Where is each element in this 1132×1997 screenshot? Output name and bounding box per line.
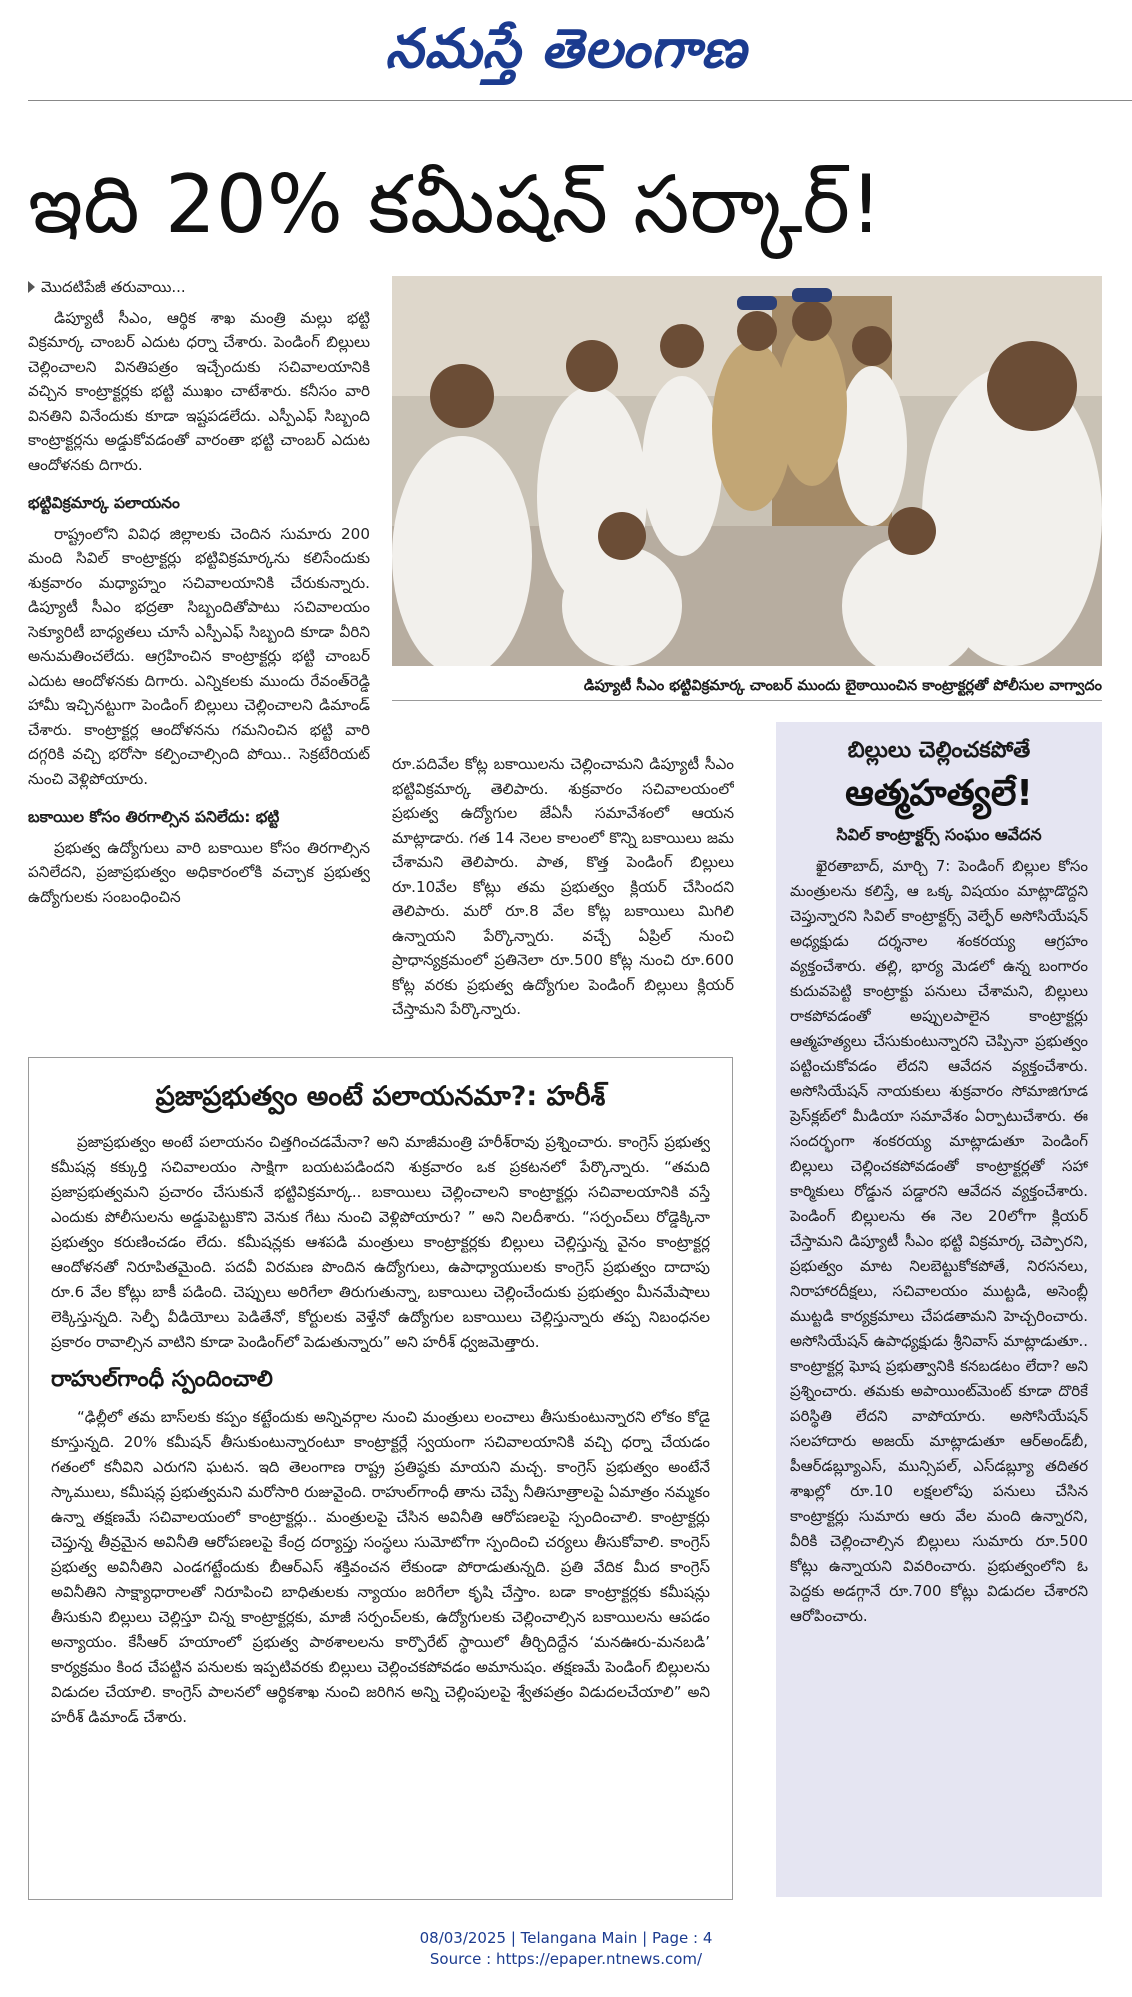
continuation-text: మొదటిపేజీ తరువాయి...: [41, 278, 186, 296]
harish-story-box: [28, 1057, 733, 1900]
middle-column: [392, 752, 734, 1052]
photo-caption: డిప్యూటీ సీఎం భట్టివిక్రమార్క చాంబర్ ముందు బైఠాయించిన కాంట్రాక్టర్లతో పోలీసుల వాగ్వాదం: [392, 671, 1102, 701]
newspaper-logo: నమస్తే తెలంగాణ: [385, 16, 747, 80]
main-headline: ఇది 20% కమీషన్ సర్కార్!: [28, 158, 883, 251]
sidebar-kicker: బిల్లులు చెల్లించకపోతే: [847, 738, 1031, 763]
footer-source-line[interactable]: Source : https://epaper.ntnews.com/: [429, 1950, 703, 1968]
continuation-label: [28, 275, 370, 300]
article-subhead: బకాయిల కోసం తిరగాల్సిన పనిలేదు: భట్టి: [28, 808, 280, 826]
box-paragraph: ప్రజాప్రభుత్వం అంటే పలాయనం చిత్తగించడమేనా? అని మాజీమంత్రి హరీశ్‌రావు ప్రశ్నించారు. కాంగ్రెస్ ప్రభుత్వ కమీషన్ల కక్కుర్తి సచివాలయం సాక్షిగా బయటపడిందని శుక్రవారం ఒక ప్రకటనలో పేర్కొన్నారు. “తమది ప్రజాప్రభుత్వమని ప్రచారం చేసుకునే భట్టివిక్రమార్క.. బకాయిలు చెల్లించాలని కాంట్రాక్టర్లు సచివాలయానికి వస్తే ఎందుకు పోలీసులను అడ్డుపెట్టుకొని వెనుక గేటు నుంచి వెళ్లిపోయారు? ” అని నిలదీశారు. “సర్పంచ్‌లు రోడ్డెక్కినా ప్రభుత్వం కరుణించడం లేదు. కమీషన్లకు ఆశపడి మంత్రులు కాంట్రాక్టర్లకు బిల్లులు చెల్లిస్తున్న వైనం కాంట్రాక్టర్ల ఆందోళనతో నిరూపితమైంది. పదవీ విరమణ పొందిన ఉద్యోగులు, ఉపాధ్యాయులకు కాంగ్రెస్ ప్రభుత్వం దాదాపు రూ.6 వేల కోట్లు బాకీ పడింది. చెప్పులు అరిగేలా తిరుగుతున్నా, బకాయిలు చెల్లించేందుకు ప్రభుత్వం మీనమేషాలు లెక్కిస్తున్నది. సెల్ఫీ వీడియోలు పెడితేనో, కోర్టులకు వెళ్తేనో ఉద్యోగుల బకాయిలు చెల్లిస్తున్నారు తప్ప నిబంధనల ప్రకారం రావాల్సిన వాటిని కూడా పెండింగ్‌లో పెడుతున్నారు” అని హరీశ్ ధ్వజమెత్తారు.: [51, 1133, 710, 1351]
arrow-right-icon: [28, 281, 35, 293]
sidebar-story: [776, 722, 1102, 1897]
box-subhead: రాహుల్‌గాంధీ స్పందించాలి: [51, 1367, 273, 1392]
left-column: [28, 275, 370, 1055]
box-headline: ప్రజాప్రభుత్వం అంటే పలాయనమా?: హరీశ్: [155, 1081, 606, 1112]
article-subhead: భట్టివిక్రమార్క పలాయనం: [28, 494, 180, 512]
sidebar-headline: ఆత్మహత్యలే!: [845, 773, 1033, 814]
article-paragraph: రాష్ట్రంలోని వివిధ జిల్లాలకు చెందిన సుమారు 200 మంది సివిల్ కాంట్రాక్టర్లు భట్టివిక్రమార్కను కలిసేందుకు శుక్రవారం మధ్యాహ్నం సచివాలయానికి చేరుకున్నారు. డిప్యూటీ సీఎం భద్రతా సిబ్బందితోపాటు సచివాలయం సెక్యూరిటీ బాధ్యతలు చూసే ఎస్పీఎఫ్ సిబ్బంది కూడా వీరిని అనుమతించలేదు. ఆగ్రహించిన కాంట్రాక్టర్లు భట్టి చాంబర్ ఎదుట ఆందోళనకు దిగారు. ఎన్నికలకు ముందు రేవంత్‌రెడ్డి హామీ ఇచ్చినట్టుగా పెండింగ్ బిల్లులు చెల్లించాలని డిమాండ్ చేశారు. కాంట్రాక్టర్ల ఆందోళనను గమనించిన భట్టి వారి దగ్గరికి వచ్చి భరోసా కల్పించాల్సింది పోయి.. సెక్రటేరియట్ నుంచి వెళ్లిపోయారు.: [28, 524, 370, 788]
sidebar-body: ఖైరతాబాద్, మార్చి 7: పెండింగ్ బిల్లుల కోసం మంత్రులను కలిస్తే, ఆ ఒక్క విషయం మాట్లాడొద్దని చెప్తున్నారని సివిల్ కాంట్రాక్టర్స్ వెల్ఫేర్ అసోసియేషన్ అధ్యక్షుడు దర్శనాల శంకరయ్య ఆగ్రహం వ్యక్తంచేశారు. తల్లి, భార్య మెడలో ఉన్న బంగారం కుదువపెట్టి కాంట్రాక్టు పనులు చేశామని, బిల్లులు రాకపోవడంతో అప్పులపాలైన కాంట్రాక్టర్లు ఆత్మహత్యలు చేసుకుంటున్నారని చెప్పినా ప్రభుత్వం పట్టించుకోవడం లేదని ఆవేదన వ్యక్తంచేశారు. అసోసియేషన్ నాయకులు శుక్రవారం సోమాజిగూడ ప్రెస్‌క్లబ్‌లో మీడియా సమావేశం ఏర్పాటుచేశారు. ఈ సందర్భంగా శంకరయ్య మాట్లాడుతూ పెండింగ్ బిల్లులు చెల్లించకపోవడంతో కాంట్రాక్టర్లతో సహా కార్మికులు రోడ్డున పడ్డారని ఆవేదన వ్యక్తంచేశారు. పెండింగ్ బిల్లులను ఈ నెల 20లోగా క్లియర్ చేస్తామని డిప్యూటీ సీఎం భట్టి విక్రమార్క చెప్పారని, ప్రభుత్వం మాట నిలబెట్టుకోకపోతే, నిరసనలు, నిరాహారదీక్షలు, సచివాలయం ముట్టడి, అసెంబ్లీ ముట్టడి కార్యక్రమాలు చేపడతామని హెచ్చరించారు. అసోసియేషన్ ఉపాధ్యక్షుడు శ్రీనివాస్ మాట్లాడుతూ.. కాంట్రాక్టర్ల ఘోష ప్రభుత్వానికి కనబడటం లేదా? అని ప్రశ్నించారు. తమకు అపాయింట్‌మెంట్ కూడా దొరికే పరిస్థితి లేదని వాపోయారు. అసోసియేషన్ సలహాదారు అజయ్ మాట్లాడుతూ ఆర్‌అండ్‌బీ, పీఆర్‌డబ్ల్యూఎస్, మున్సిపల్, ఎస్‌డబ్ల్యూ తదితర శాఖల్లో రూ.10 లక్షలలోపు పనులు చేసిన కాంట్రాక్టర్లు సుమారు ఆరు వేల మంది ఉన్నారని, వీరికి చెల్లించాల్సిన బిల్లులు సుమారు రూ.500 కోట్లు ఉన్నాయని వివరించారు. ప్రభుత్వంలోని ఓ పెద్దకు అడగ్గానే రూ.700 కోట్లు విడుదల చేశారని ఆరోపించారు.: [790, 857, 1088, 1625]
footer-date-line: 08/03/2025 | Telangana Main | Page : 4: [419, 1929, 713, 1947]
box-paragraph: “ఢిల్లీలో తమ బాస్‌లకు కప్పం కట్టేందుకు అన్నివర్గాల నుంచి మంత్రులు లంచాలు తీసుకుంటున్నారని లోకం కోడై కూస్తున్నది. 20% కమీషన్ తీసుకుంటున్నారంటూ కాంట్రాక్టర్లే స్వయంగా సచివాలయానికి వచ్చి ధర్నా చేయడం గతంలో కనీవిని ఎరుగని ఘటన. ఇది తెలంగాణ రాష్ట్ర ప్రతిష్ఠకు మాయని మచ్చ. కాంగ్రెస్ ప్రభుత్వం అంటేనే స్కాములు, కమీషన్ల ప్రభుత్వమని మరోసారి రుజువైంది. రాహుల్‌గాంధీ తాను చెప్పే నీతిసూత్రాలపై ఏమాత్రం నమ్మకం ఉన్నా తక్షణమే సచివాలయంలో కాంట్రాక్టర్లు.. మంత్రులపై చేసిన అవినీతి ఆరోపణలపై స్పందించాలి. కాంట్రాక్టర్లు చెప్తున్న తీవ్రమైన అవినీతి ఆరోపణలపై కేంద్ర దర్యాప్తు సంస్థలు సుమోటోగా స్పందించి చర్యలు తీసుకోవాలి. కాంగ్రెస్ ప్రభుత్వ అవినీతిని ఎండగట్టేందుకు బీఆర్‌ఎస్ శక్తివంచన లేకుండా పోరాడుతున్నది. ప్రతి వేదిక మీద కాంగ్రెస్ అవినీతిని సాక్ష్యాధారాలతో నిరూపించి బాధితులకు న్యాయం జరిగేలా కృషి చేస్తాం. బడా కాంట్రాక్టర్లకు కమీషన్లు తీసుకుని బిల్లులు చెల్లిస్తూ చిన్న కాంట్రాక్టర్లకు, మాజీ సర్పంచ్‌లకు, ఉద్యోగులకు చెల్లించాల్సిన బకాయిలను ఆపడం అన్యాయం. కేసీఆర్ హయాంలో ప్రభుత్వ పాఠశాలలను కార్పొరేట్ స్థాయిలో తీర్చిదిద్దేన ‘మనఊరు-మనబడి’ కార్యక్రమం కింద చేపట్టిన పనులకు ఇప్పటివరకు బిల్లులు చెల్లించకపోవడం అమానుషం. తక్షణమే పెండింగ్ బిల్లులను విడుదల చేయాలి. కాంగ్రెస్ పాలనలో ఆర్థికశాఖ నుంచి జరిగిన అన్ని చెల్లింపులపై శ్వేతపత్రం విడుదలచేయాలి” అని హరీశ్ డిమాండ్ చేశారు.: [51, 1408, 710, 1726]
masthead: [0, 8, 1132, 88]
news-photo: [392, 276, 1102, 666]
article-paragraph: డిప్యూటీ సీఎం, ఆర్థిక శాఖ మంత్రి మల్లు భట్టి విక్రమార్క చాంబర్ ఎదుట ధర్నా చేశారు. పెండింగ్ బిల్లులు చెల్లించాలని వినతిపత్రం ఇచ్చేందుకు సచివాలయానికి వచ్చిన కాంట్రాక్టర్లకు భట్టి ముఖం చాటేశారు. కనీసం వారి వినతిని వినేందుకు కూడా ఇష్టపడలేదు. ఎస్పీఎఫ్ సిబ్బంది కాంట్రాక్టర్లను అడ్డుకోవడంతో వారంతా భట్టి చాంబర్ ఎదుట ఆందోళనకు దిగారు.: [28, 308, 370, 474]
masthead-rule: [28, 100, 1132, 101]
sidebar-deck: సివిల్ కాంట్రాక్టర్స్ సంఘం ఆవేదన: [836, 825, 1042, 844]
article-paragraph: రూ.పదివేల కోట్ల బకాయిలను చెల్లించామని డిప్యూటీ సీఎం భట్టివిక్రమార్క తెలిపారు. శుక్రవారం సచివాలయంలో ప్రభుత్వ ఉద్యోగుల జేఏసీ సమావేశంలో ఆయన మాట్లాడారు. గత 14 నెలల కాలంలో కొన్ని బకాయిలు జమ చేశామని తెలిపారు. పాత, కొత్త పెండింగ్ బిల్లులు రూ.10వేల కోట్లు తమ ప్రభుత్వం క్లియర్ చేసిందని తెలిపారు. మరో రూ.8 వేల కోట్ల బకాయిలు మిగిలి ఉన్నాయని పేర్కొన్నారు. వచ్చే ఏప్రిల్ నుంచి ప్రాధాన్యక్రమంలో ప్రతినెలా రూ.500 కోట్ల నుంచి రూ.600 కోట్ల వరకు ప్రభుత్వ ఉద్యోగుల పెండింగ్ బిల్లులు క్లియర్ చేస్తామని పేర్కొన్నారు.: [392, 755, 734, 1018]
article-paragraph: ప్రభుత్వ ఉద్యోగులు వారి బకాయిల కోసం తిరగాల్సిన పనిలేదని, ప్రజాప్రభుత్వం అధికారంలోకి వచ్చాక ప్రభుత్వ ఉద్యోగులకు సంబంధించిన: [28, 838, 370, 906]
contractors-protest-photo: [392, 276, 1102, 666]
page-footer: [0, 1928, 1132, 1970]
